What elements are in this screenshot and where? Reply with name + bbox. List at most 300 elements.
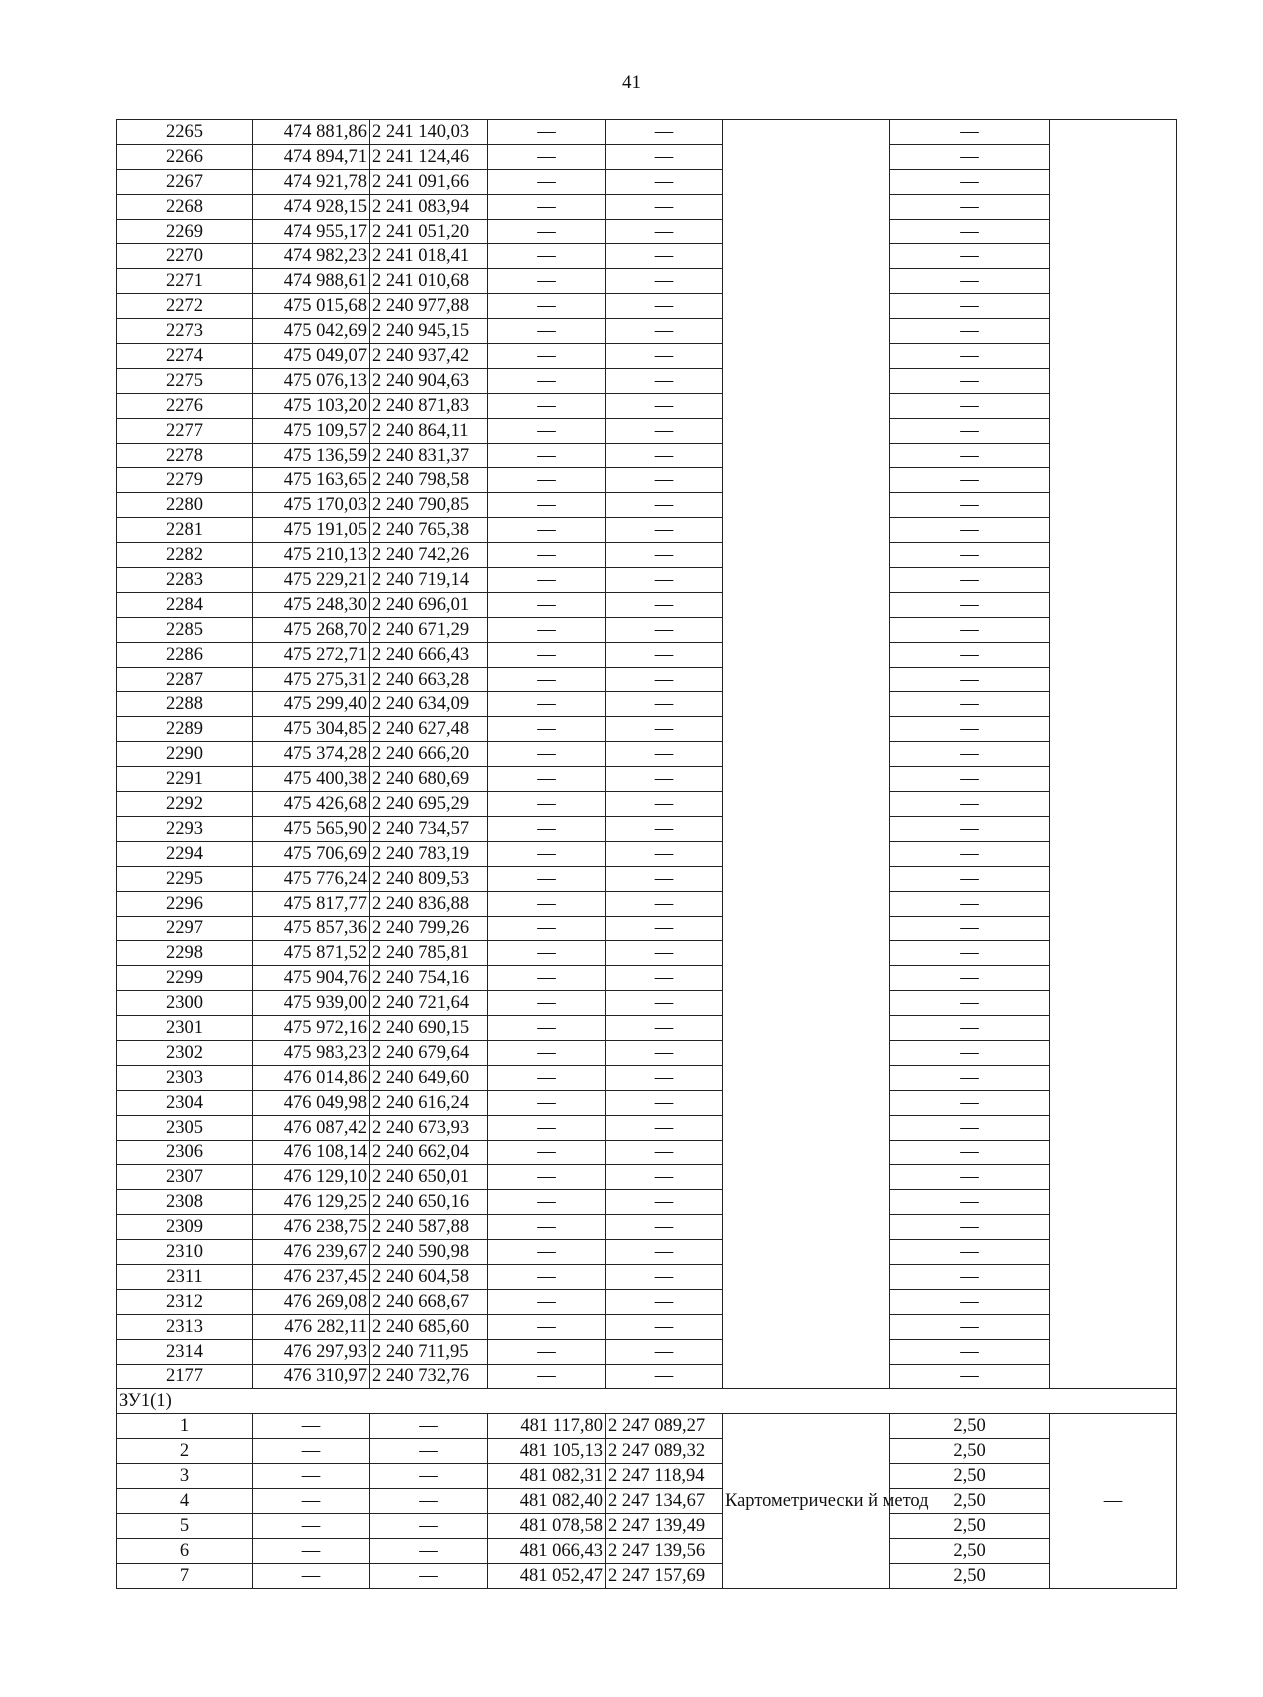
y-coordinate-cell: 2 240 690,15 — [370, 1016, 488, 1041]
accuracy-cell: — — [890, 468, 1050, 493]
point-number-cell: 2293 — [117, 816, 253, 841]
accuracy-cell: — — [890, 692, 1050, 717]
table-row — [117, 1538, 1177, 1563]
table-row — [117, 642, 1177, 667]
new-x-cell: — — [488, 642, 606, 667]
x-coordinate-cell: 476 282,11 — [253, 1314, 370, 1339]
point-number-cell: 2306 — [117, 1140, 253, 1165]
accuracy-cell: — — [890, 493, 1050, 518]
y-coordinate-cell: 2 241 091,66 — [370, 169, 488, 194]
y-coordinate-cell: 2 241 124,46 — [370, 144, 488, 169]
table-row — [117, 1289, 1177, 1314]
new-x-cell: — — [488, 294, 606, 319]
table-row — [117, 244, 1177, 269]
new-y-cell: — — [606, 1264, 723, 1289]
accuracy-cell: — — [890, 1314, 1050, 1339]
point-number-cell: 2309 — [117, 1215, 253, 1240]
point-number-cell: 2299 — [117, 966, 253, 991]
table-row — [117, 866, 1177, 891]
new-y-cell: — — [606, 418, 723, 443]
table-row — [117, 891, 1177, 916]
new-y-cell: — — [606, 518, 723, 543]
y-coordinate-cell: 2 241 083,94 — [370, 194, 488, 219]
y-coordinate-cell: 2 240 671,29 — [370, 617, 488, 642]
note-cell-empty — [1050, 120, 1177, 1389]
table-row — [117, 792, 1177, 817]
point-number-cell: 2268 — [117, 194, 253, 219]
new-y-cell: — — [606, 991, 723, 1016]
accuracy-cell: — — [890, 169, 1050, 194]
accuracy-cell: 2,50 — [890, 1563, 1050, 1588]
y-coordinate-cell: 2 240 662,04 — [370, 1140, 488, 1165]
x-coordinate-cell: 475 426,68 — [253, 792, 370, 817]
old-y-cell: — — [370, 1538, 488, 1563]
accuracy-cell: — — [890, 916, 1050, 941]
new-y-cell: — — [606, 493, 723, 518]
table-row — [117, 344, 1177, 369]
point-number-cell: 2307 — [117, 1165, 253, 1190]
table-row — [117, 841, 1177, 866]
new-x-cell: — — [488, 1115, 606, 1140]
new-x-cell: — — [488, 344, 606, 369]
point-number-cell: 4 — [117, 1488, 253, 1513]
point-number-cell: 2274 — [117, 344, 253, 369]
new-y-cell: — — [606, 368, 723, 393]
table-row — [117, 144, 1177, 169]
x-coordinate-cell: 475 706,69 — [253, 841, 370, 866]
point-number-cell: 2290 — [117, 742, 253, 767]
point-number-cell: 2177 — [117, 1364, 253, 1389]
y-coordinate-cell: 2 240 668,67 — [370, 1289, 488, 1314]
point-number-cell: 2277 — [117, 418, 253, 443]
x-coordinate-cell: 475 103,20 — [253, 393, 370, 418]
x-coordinate-cell: 475 042,69 — [253, 319, 370, 344]
y-coordinate-cell: 2 247 157,69 — [606, 1563, 723, 1588]
accuracy-cell: — — [890, 1215, 1050, 1240]
accuracy-cell: — — [890, 294, 1050, 319]
y-coordinate-cell: 2 240 650,01 — [370, 1165, 488, 1190]
y-coordinate-cell: 2 240 864,11 — [370, 418, 488, 443]
new-y-cell: — — [606, 1040, 723, 1065]
x-coordinate-cell: 476 297,93 — [253, 1339, 370, 1364]
accuracy-cell: — — [890, 792, 1050, 817]
accuracy-cell: — — [890, 841, 1050, 866]
point-number-cell: 2292 — [117, 792, 253, 817]
y-coordinate-cell: 2 240 673,93 — [370, 1115, 488, 1140]
x-coordinate-cell: 481 082,40 — [488, 1488, 606, 1513]
accuracy-cell: — — [890, 1140, 1050, 1165]
new-y-cell: — — [606, 294, 723, 319]
y-coordinate-cell: 2 240 666,20 — [370, 742, 488, 767]
x-coordinate-cell: 475 275,31 — [253, 667, 370, 692]
x-coordinate-cell: 481 078,58 — [488, 1513, 606, 1538]
x-coordinate-cell: 476 310,97 — [253, 1364, 370, 1389]
point-number-cell: 2281 — [117, 518, 253, 543]
x-coordinate-cell: 474 928,15 — [253, 194, 370, 219]
x-coordinate-cell: 475 136,59 — [253, 443, 370, 468]
new-y-cell: — — [606, 742, 723, 767]
x-coordinate-cell: 475 170,03 — [253, 493, 370, 518]
table-row — [117, 667, 1177, 692]
y-coordinate-cell: 2 240 734,57 — [370, 816, 488, 841]
x-coordinate-cell: 474 982,23 — [253, 244, 370, 269]
new-x-cell: — — [488, 991, 606, 1016]
accuracy-cell: — — [890, 667, 1050, 692]
point-number-cell: 2300 — [117, 991, 253, 1016]
old-y-cell: — — [370, 1414, 488, 1439]
table-row — [117, 1016, 1177, 1041]
method-cell-empty — [723, 120, 890, 1389]
point-number-cell: 2272 — [117, 294, 253, 319]
new-y-cell: — — [606, 792, 723, 817]
point-number-cell: 2286 — [117, 642, 253, 667]
y-coordinate-cell: 2 240 616,24 — [370, 1090, 488, 1115]
x-coordinate-cell: 476 049,98 — [253, 1090, 370, 1115]
table-row — [117, 468, 1177, 493]
table-row — [117, 1264, 1177, 1289]
table-row — [117, 1090, 1177, 1115]
accuracy-cell: — — [890, 1165, 1050, 1190]
point-number-cell: 2298 — [117, 941, 253, 966]
y-coordinate-cell: 2 240 790,85 — [370, 493, 488, 518]
point-number-cell: 2295 — [117, 866, 253, 891]
point-number-cell: 2285 — [117, 617, 253, 642]
y-coordinate-cell: 2 240 680,69 — [370, 767, 488, 792]
x-coordinate-cell: 475 972,16 — [253, 1016, 370, 1041]
page-number: 41 — [622, 72, 641, 93]
x-coordinate-cell: 481 066,43 — [488, 1538, 606, 1563]
y-coordinate-cell: 2 240 836,88 — [370, 891, 488, 916]
y-coordinate-cell: 2 240 798,58 — [370, 468, 488, 493]
accuracy-cell: — — [890, 742, 1050, 767]
y-coordinate-cell: 2 240 695,29 — [370, 792, 488, 817]
new-x-cell: — — [488, 244, 606, 269]
x-coordinate-cell: 475 210,13 — [253, 543, 370, 568]
x-coordinate-cell: 475 272,71 — [253, 642, 370, 667]
accuracy-cell: — — [890, 1264, 1050, 1289]
x-coordinate-cell: 476 237,45 — [253, 1264, 370, 1289]
new-x-cell: — — [488, 1215, 606, 1240]
y-coordinate-cell: 2 247 118,94 — [606, 1464, 723, 1489]
new-x-cell: — — [488, 1016, 606, 1041]
section-row — [117, 1389, 1177, 1414]
x-coordinate-cell: 474 988,61 — [253, 269, 370, 294]
new-x-cell: — — [488, 393, 606, 418]
x-coordinate-cell: 481 082,31 — [488, 1464, 606, 1489]
table-row — [117, 319, 1177, 344]
new-y-cell: — — [606, 916, 723, 941]
accuracy-cell: — — [890, 816, 1050, 841]
new-x-cell: — — [488, 1140, 606, 1165]
table-row — [117, 443, 1177, 468]
y-coordinate-cell: 2 247 139,49 — [606, 1513, 723, 1538]
new-x-cell: — — [488, 1090, 606, 1115]
y-coordinate-cell: 2 240 627,48 — [370, 717, 488, 742]
new-y-cell: — — [606, 468, 723, 493]
x-coordinate-cell: 481 052,47 — [488, 1563, 606, 1588]
new-y-cell: — — [606, 1364, 723, 1389]
point-number-cell: 3 — [117, 1464, 253, 1489]
table-row — [117, 1165, 1177, 1190]
new-y-cell: — — [606, 1289, 723, 1314]
x-coordinate-cell: 475 304,85 — [253, 717, 370, 742]
new-y-cell: — — [606, 717, 723, 742]
table-row — [117, 1414, 1177, 1439]
old-x-cell: — — [253, 1513, 370, 1538]
accuracy-cell: — — [890, 194, 1050, 219]
table-row — [117, 966, 1177, 991]
table-row — [117, 1240, 1177, 1265]
old-x-cell: — — [253, 1464, 370, 1489]
new-y-cell: — — [606, 1190, 723, 1215]
x-coordinate-cell: 475 871,52 — [253, 941, 370, 966]
new-x-cell: — — [488, 816, 606, 841]
table-row — [117, 816, 1177, 841]
table-row — [117, 1563, 1177, 1588]
new-x-cell: — — [488, 1314, 606, 1339]
y-coordinate-cell: 2 240 634,09 — [370, 692, 488, 717]
y-coordinate-cell: 2 240 590,98 — [370, 1240, 488, 1265]
new-x-cell: — — [488, 966, 606, 991]
point-number-cell: 2267 — [117, 169, 253, 194]
table-row — [117, 568, 1177, 593]
point-number-cell: 2314 — [117, 1339, 253, 1364]
new-x-cell: — — [488, 667, 606, 692]
table-row — [117, 1140, 1177, 1165]
table-row — [117, 617, 1177, 642]
accuracy-cell: — — [890, 144, 1050, 169]
y-coordinate-cell: 2 240 831,37 — [370, 443, 488, 468]
accuracy-cell: — — [890, 592, 1050, 617]
y-coordinate-cell: 2 240 711,95 — [370, 1339, 488, 1364]
accuracy-cell: 2,50 — [890, 1538, 1050, 1563]
point-number-cell: 2278 — [117, 443, 253, 468]
new-x-cell: — — [488, 767, 606, 792]
new-y-cell: — — [606, 1314, 723, 1339]
x-coordinate-cell: 474 955,17 — [253, 219, 370, 244]
table-row — [117, 717, 1177, 742]
table-row — [117, 169, 1177, 194]
note-cell: — — [1050, 1414, 1177, 1588]
x-coordinate-cell: 476 014,86 — [253, 1065, 370, 1090]
new-x-cell: — — [488, 1289, 606, 1314]
x-coordinate-cell: 476 269,08 — [253, 1289, 370, 1314]
point-number-cell: 2275 — [117, 368, 253, 393]
x-coordinate-cell: 475 857,36 — [253, 916, 370, 941]
x-coordinate-cell: 475 904,76 — [253, 966, 370, 991]
new-y-cell: — — [606, 1090, 723, 1115]
x-coordinate-cell: 475 268,70 — [253, 617, 370, 642]
point-number-cell: 5 — [117, 1513, 253, 1538]
y-coordinate-cell: 2 240 783,19 — [370, 841, 488, 866]
table-row — [117, 1115, 1177, 1140]
y-coordinate-cell: 2 241 018,41 — [370, 244, 488, 269]
y-coordinate-cell: 2 240 587,88 — [370, 1215, 488, 1240]
point-number-cell: 2308 — [117, 1190, 253, 1215]
new-y-cell: — — [606, 866, 723, 891]
table-row — [117, 916, 1177, 941]
point-number-cell: 2265 — [117, 120, 253, 145]
accuracy-cell: — — [890, 1090, 1050, 1115]
point-number-cell: 2284 — [117, 592, 253, 617]
y-coordinate-cell: 2 240 719,14 — [370, 568, 488, 593]
new-x-cell: — — [488, 468, 606, 493]
x-coordinate-cell: 474 881,86 — [253, 120, 370, 145]
new-y-cell: — — [606, 667, 723, 692]
new-y-cell: — — [606, 1339, 723, 1364]
y-coordinate-cell: 2 240 732,76 — [370, 1364, 488, 1389]
point-number-cell: 2313 — [117, 1314, 253, 1339]
x-coordinate-cell: 475 049,07 — [253, 344, 370, 369]
accuracy-cell: — — [890, 269, 1050, 294]
accuracy-cell: — — [890, 393, 1050, 418]
y-coordinate-cell: 2 247 139,56 — [606, 1538, 723, 1563]
new-y-cell: — — [606, 443, 723, 468]
new-y-cell: — — [606, 891, 723, 916]
new-x-cell: — — [488, 418, 606, 443]
new-x-cell: — — [488, 493, 606, 518]
table-row — [117, 1040, 1177, 1065]
old-y-cell: — — [370, 1513, 488, 1538]
y-coordinate-cell: 2 240 977,88 — [370, 294, 488, 319]
table-row — [117, 991, 1177, 1016]
point-number-cell: 6 — [117, 1538, 253, 1563]
accuracy-cell: — — [890, 891, 1050, 916]
accuracy-cell: 2,50 — [890, 1439, 1050, 1464]
new-y-cell: — — [606, 1065, 723, 1090]
accuracy-cell: — — [890, 1115, 1050, 1140]
accuracy-cell: — — [890, 518, 1050, 543]
new-y-cell: — — [606, 966, 723, 991]
new-y-cell: — — [606, 1016, 723, 1041]
new-x-cell: — — [488, 941, 606, 966]
x-coordinate-cell: 474 921,78 — [253, 169, 370, 194]
point-number-cell: 2287 — [117, 667, 253, 692]
old-x-cell: — — [253, 1439, 370, 1464]
old-y-cell: — — [370, 1464, 488, 1489]
y-coordinate-cell: 2 240 663,28 — [370, 667, 488, 692]
new-y-cell: — — [606, 592, 723, 617]
point-number-cell: 7 — [117, 1563, 253, 1588]
x-coordinate-cell: 476 108,14 — [253, 1140, 370, 1165]
y-coordinate-cell: 2 241 140,03 — [370, 120, 488, 145]
accuracy-cell: — — [890, 1040, 1050, 1065]
accuracy-cell: — — [890, 368, 1050, 393]
new-x-cell: — — [488, 120, 606, 145]
x-coordinate-cell: 481 105,13 — [488, 1439, 606, 1464]
table-row — [117, 393, 1177, 418]
point-number-cell: 1 — [117, 1414, 253, 1439]
new-y-cell: — — [606, 393, 723, 418]
accuracy-cell: — — [890, 1240, 1050, 1265]
new-y-cell: — — [606, 941, 723, 966]
table-row — [117, 1364, 1177, 1389]
accuracy-cell: — — [890, 568, 1050, 593]
x-coordinate-cell: 475 229,21 — [253, 568, 370, 593]
table-row — [117, 219, 1177, 244]
table-row — [117, 1065, 1177, 1090]
table-row — [117, 294, 1177, 319]
table-row — [117, 1464, 1177, 1489]
point-number-cell: 2273 — [117, 319, 253, 344]
new-x-cell: — — [488, 1264, 606, 1289]
point-number-cell: 2289 — [117, 717, 253, 742]
accuracy-cell: — — [890, 443, 1050, 468]
x-coordinate-cell: 475 983,23 — [253, 1040, 370, 1065]
new-y-cell: — — [606, 841, 723, 866]
new-x-cell: — — [488, 368, 606, 393]
new-y-cell: — — [606, 219, 723, 244]
y-coordinate-cell: 2 247 134,67 — [606, 1488, 723, 1513]
point-number-cell: 2269 — [117, 219, 253, 244]
point-number-cell: 2271 — [117, 269, 253, 294]
new-y-cell: — — [606, 1115, 723, 1140]
table-row — [117, 543, 1177, 568]
table-row — [117, 1513, 1177, 1538]
accuracy-cell: — — [890, 966, 1050, 991]
table-row — [117, 1488, 1177, 1513]
new-x-cell: — — [488, 319, 606, 344]
accuracy-cell: — — [890, 866, 1050, 891]
accuracy-cell: — — [890, 941, 1050, 966]
y-coordinate-cell: 2 240 945,15 — [370, 319, 488, 344]
x-coordinate-cell: 476 239,67 — [253, 1240, 370, 1265]
new-y-cell: — — [606, 1240, 723, 1265]
new-y-cell: — — [606, 642, 723, 667]
table-row — [117, 592, 1177, 617]
accuracy-cell: 2,50 — [890, 1464, 1050, 1489]
y-coordinate-cell: 2 240 696,01 — [370, 592, 488, 617]
x-coordinate-cell: 475 299,40 — [253, 692, 370, 717]
table-row — [117, 418, 1177, 443]
new-y-cell: — — [606, 1215, 723, 1240]
new-x-cell: — — [488, 194, 606, 219]
point-number-cell: 2266 — [117, 144, 253, 169]
new-x-cell: — — [488, 1040, 606, 1065]
y-coordinate-cell: 2 240 649,60 — [370, 1065, 488, 1090]
y-coordinate-cell: 2 240 721,64 — [370, 991, 488, 1016]
y-coordinate-cell: 2 240 685,60 — [370, 1314, 488, 1339]
method-cell: Картометрически й метод — [723, 1414, 890, 1588]
point-number-cell: 2297 — [117, 916, 253, 941]
new-x-cell: — — [488, 592, 606, 617]
accuracy-cell: — — [890, 991, 1050, 1016]
x-coordinate-cell: 475 109,57 — [253, 418, 370, 443]
new-x-cell: — — [488, 568, 606, 593]
point-number-cell: 2304 — [117, 1090, 253, 1115]
point-number-cell: 2312 — [117, 1289, 253, 1314]
x-coordinate-cell: 475 191,05 — [253, 518, 370, 543]
coordinates-table — [116, 119, 1177, 1589]
x-coordinate-cell: 475 939,00 — [253, 991, 370, 1016]
table-row — [117, 1190, 1177, 1215]
x-coordinate-cell: 476 087,42 — [253, 1115, 370, 1140]
y-coordinate-cell: 2 240 809,53 — [370, 866, 488, 891]
y-coordinate-cell: 2 240 604,58 — [370, 1264, 488, 1289]
y-coordinate-cell: 2 241 010,68 — [370, 269, 488, 294]
new-x-cell: — — [488, 443, 606, 468]
point-number-cell: 2280 — [117, 493, 253, 518]
accuracy-cell: — — [890, 244, 1050, 269]
new-y-cell: — — [606, 816, 723, 841]
old-y-cell: — — [370, 1488, 488, 1513]
point-number-cell: 2 — [117, 1439, 253, 1464]
table-row — [117, 742, 1177, 767]
accuracy-cell: — — [890, 319, 1050, 344]
accuracy-cell: — — [890, 617, 1050, 642]
old-y-cell: — — [370, 1563, 488, 1588]
y-coordinate-cell: 2 241 051,20 — [370, 219, 488, 244]
